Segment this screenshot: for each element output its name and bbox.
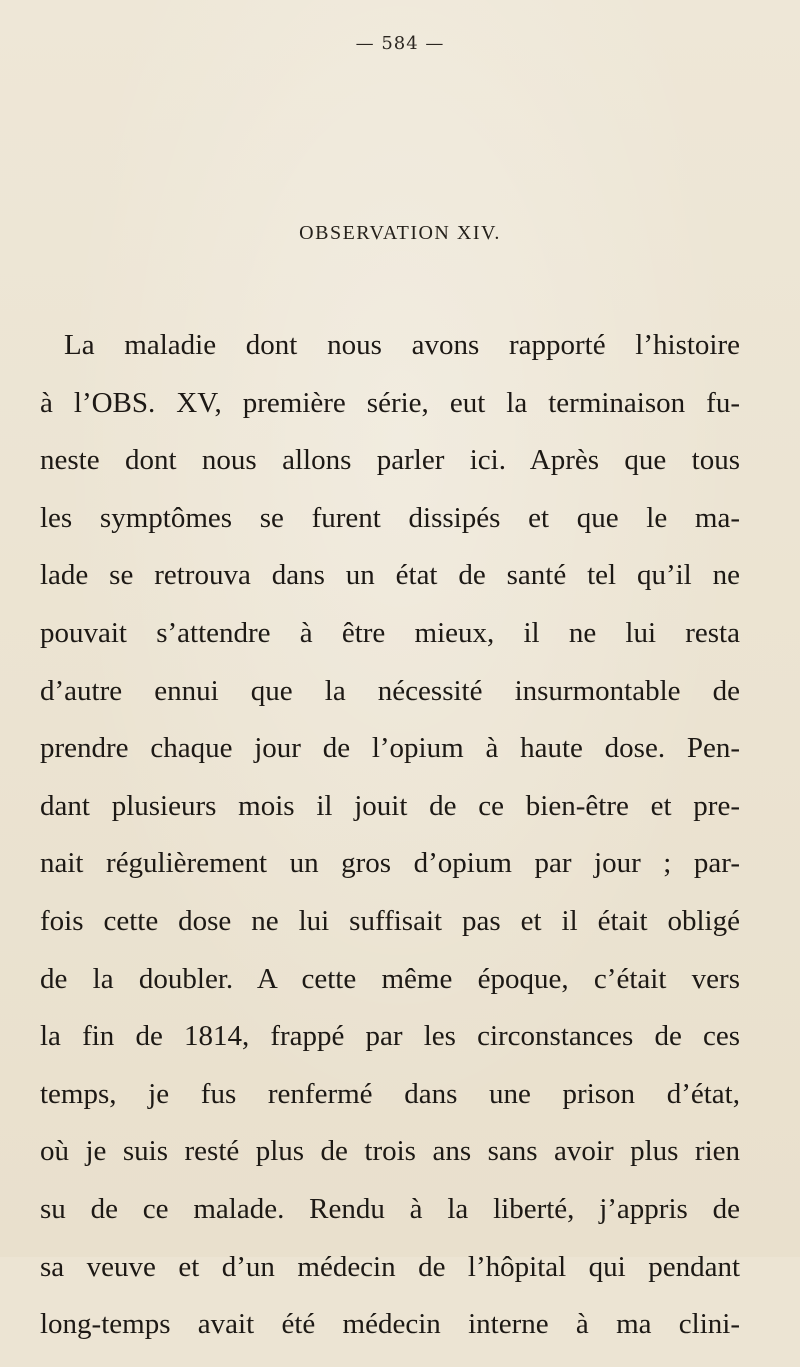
text-line: où je suis resté plus de trois ans sans avoir plus rien xyxy=(40,1135,740,1168)
section-heading: OBSERVATION XIV. xyxy=(299,222,501,244)
text-line: long-temps avait été médecin interne à ma clini- xyxy=(40,1308,740,1341)
text-line: neste dont nous allons parler ici. Après que tous xyxy=(40,444,740,477)
text-line: lade se retrouva dans un état de santé tel qu’il ne xyxy=(40,559,740,592)
text-line: temps, je fus renfermé dans une prison d’état, xyxy=(40,1077,740,1110)
text-line: les symptômes se furent dissipés et que le ma- xyxy=(40,501,740,534)
text-line: sa veuve et d’un médecin de l’hôpital qui pendant xyxy=(40,1250,740,1283)
text-line: prendre chaque jour de l’opium à haute dose. Pen- xyxy=(40,732,740,765)
text-line: la fin de 1814, frappé par les circonstances de ces xyxy=(40,1020,740,1053)
text-line: d’autre ennui que la nécessité insurmontable de xyxy=(40,674,740,707)
page-number: — 584 — xyxy=(355,33,445,54)
text-line: nait régulièrement un gros d’opium par jour ; par- xyxy=(40,847,740,880)
text-line: de la doubler. A cette même époque, c’était vers xyxy=(40,962,740,995)
text-line: à l’OBS. XV, première série, eut la terminaison fu- xyxy=(40,386,740,419)
text-line: dant plusieurs mois il jouit de ce bien-être et pre- xyxy=(40,789,740,822)
body-text xyxy=(40,330,740,1367)
text-line: pouvait s’attendre à être mieux, il ne lui resta xyxy=(40,616,740,649)
text-line: su de ce malade. Rendu à la liberté, j’appris de xyxy=(40,1192,740,1225)
text-line: La maladie dont nous avons rapporté l’histoire xyxy=(64,329,740,361)
text-line: fois cette dose ne lui suffisait pas et il était obligé xyxy=(40,904,740,937)
